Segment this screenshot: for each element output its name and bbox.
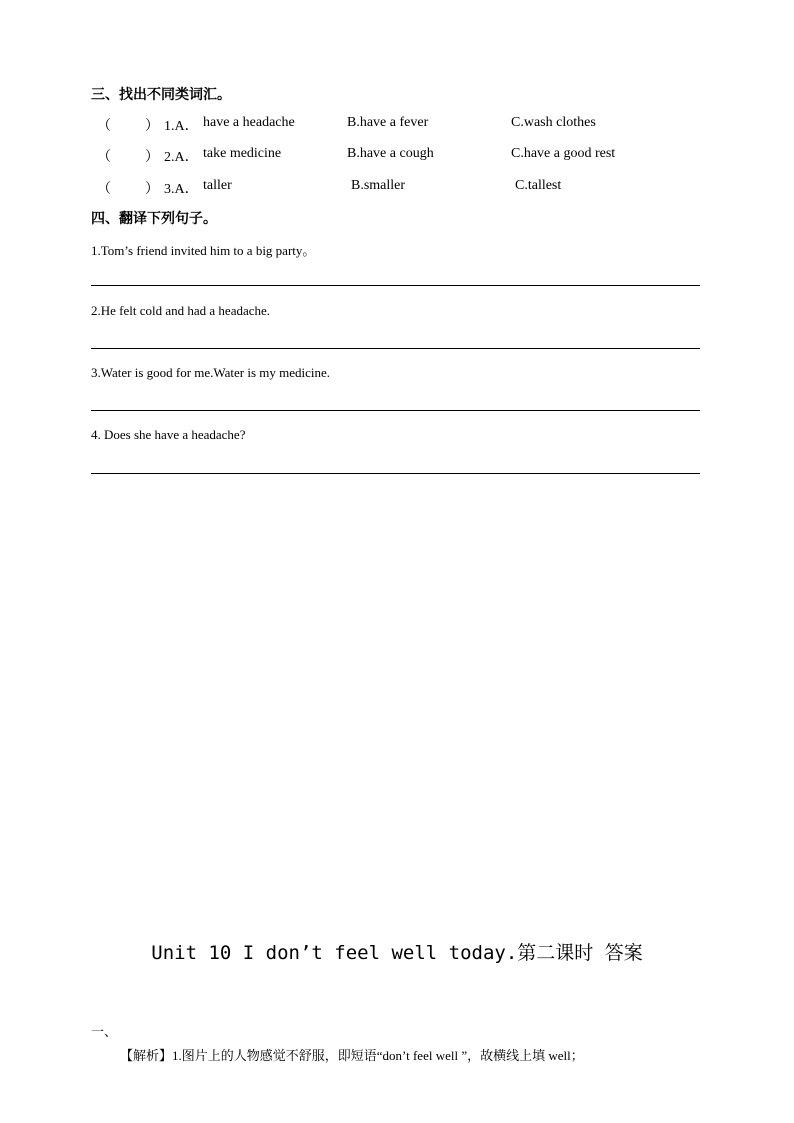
option-a: have a headache bbox=[203, 115, 295, 130]
option-c: C.tallest bbox=[515, 178, 562, 193]
sentence-1: 1.Tom’s friend invited him to a big party。 bbox=[91, 243, 316, 258]
answer-title: Unit 10 I don’t feel well today.第二课时 答案 bbox=[151, 942, 643, 964]
option-a: take medicine bbox=[203, 146, 282, 161]
option-c: C.have a good rest bbox=[511, 146, 616, 161]
answer-analysis: 【解析】1.图片上的人物感觉不舒服，即短语“don’t feel well ”，故横线上填 well； bbox=[120, 1048, 584, 1063]
answer-line-4[interactable] bbox=[91, 473, 700, 474]
answer-line-1[interactable] bbox=[91, 285, 700, 286]
answer-line-2[interactable] bbox=[91, 348, 700, 349]
option-b: B.have a cough bbox=[347, 146, 434, 161]
section-3-heading: 三、找出不同类词汇。 bbox=[91, 87, 231, 103]
question-number: 2.A． bbox=[164, 150, 199, 165]
option-a: taller bbox=[203, 178, 232, 193]
sentence-2: 2.He felt cold and had a headache. bbox=[91, 303, 271, 318]
question-number: 1.A． bbox=[164, 119, 199, 134]
option-b: B.have a fever bbox=[347, 115, 429, 130]
question-number: 3.A． bbox=[164, 182, 199, 197]
answer-part-label: 一、 bbox=[91, 1025, 118, 1040]
section-4-heading: 四、翻译下列句子。 bbox=[91, 211, 217, 227]
sentence-3: 3.Water is good for me.Water is my medicine. bbox=[91, 365, 331, 380]
answer-paren-open: （ bbox=[97, 150, 111, 165]
answer-line-3[interactable] bbox=[91, 410, 700, 411]
option-c: C.wash clothes bbox=[511, 115, 596, 130]
answer-paren-open: （ bbox=[97, 182, 111, 197]
sentence-4: 4. Does she have a headache? bbox=[91, 427, 246, 442]
answer-paren-close: ） bbox=[145, 150, 159, 165]
answer-paren-close: ） bbox=[145, 119, 159, 134]
answer-paren-close: ） bbox=[145, 182, 159, 197]
answer-paren-open: （ bbox=[97, 119, 111, 134]
option-b: B.smaller bbox=[351, 178, 406, 193]
